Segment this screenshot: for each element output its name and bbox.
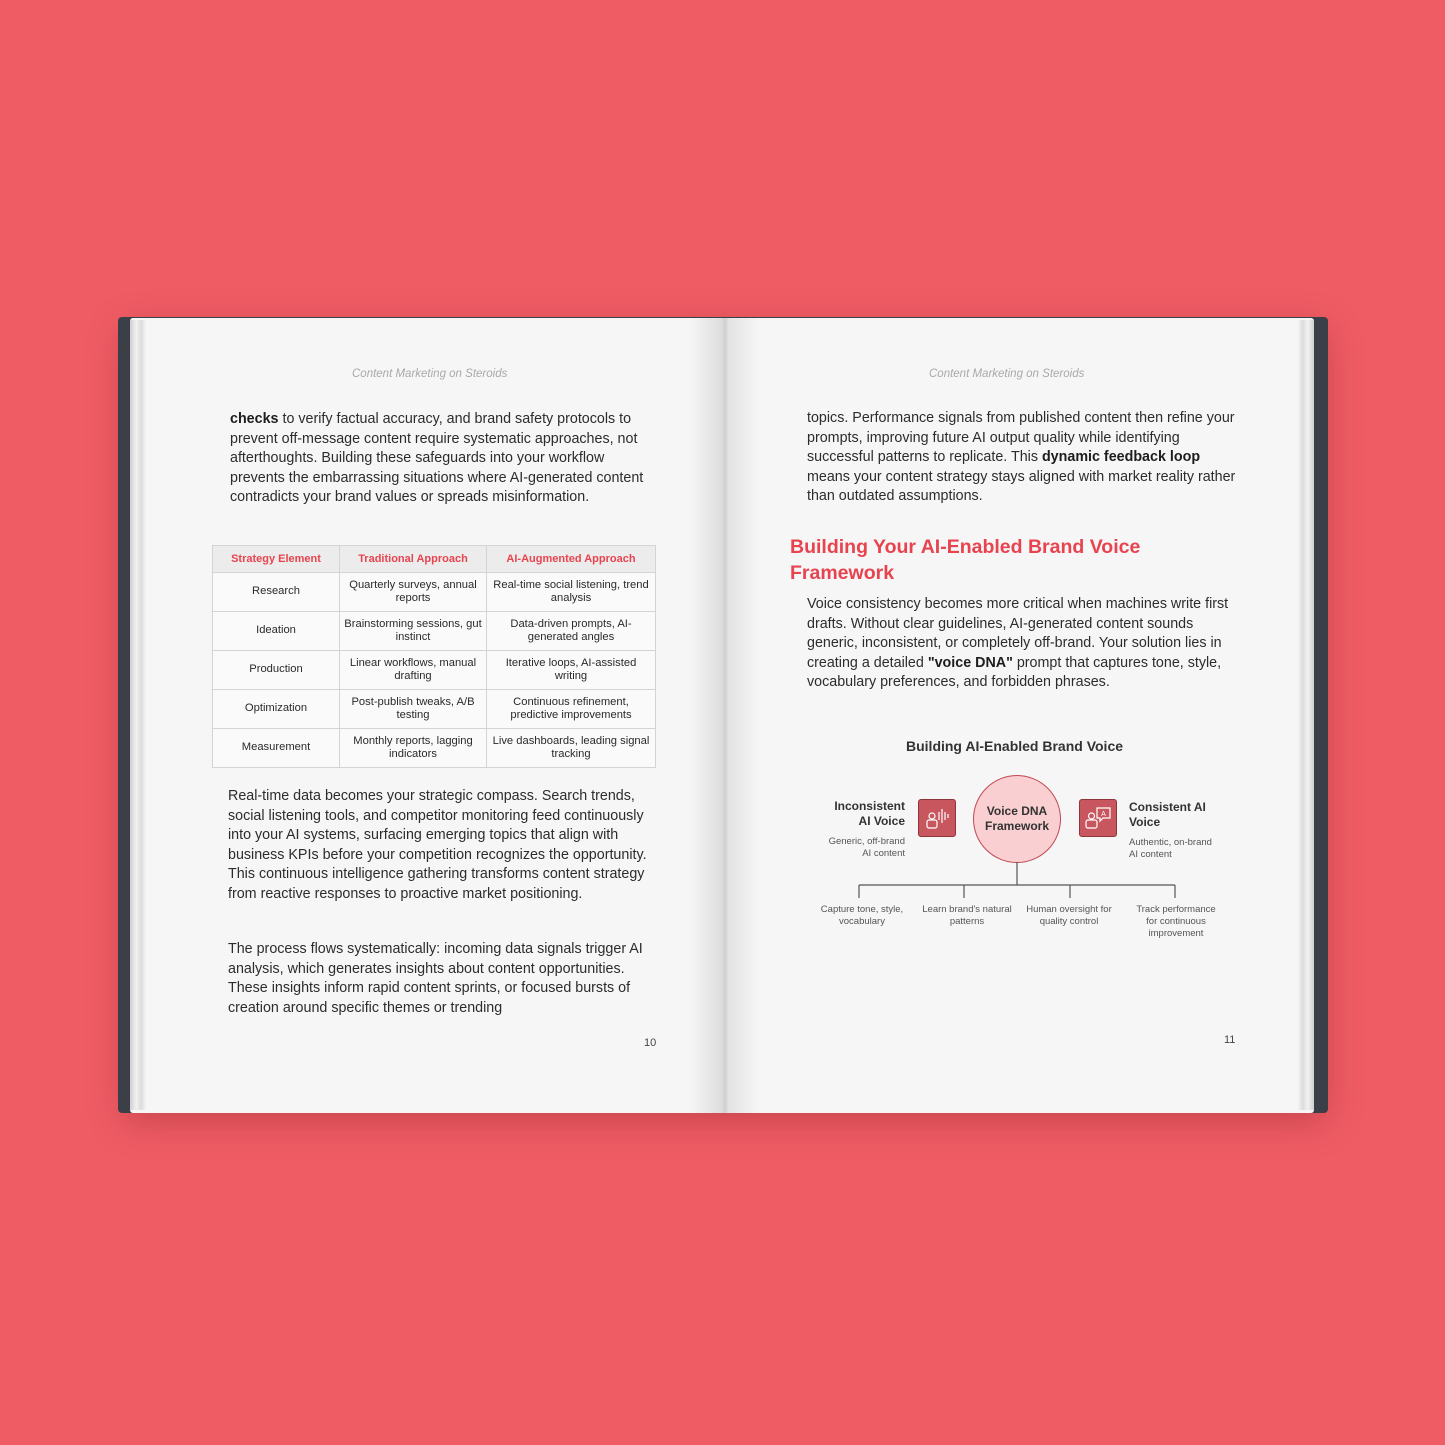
- center-node-label: Voice DNA Framework: [984, 804, 1050, 833]
- table-cell: Optimization: [213, 690, 340, 729]
- table-row: [213, 651, 656, 690]
- table-cell: Brainstorming sessions, gut instinct: [340, 612, 487, 651]
- branch-label: Learn brand's natural patterns: [922, 904, 1012, 927]
- table-row: [213, 690, 656, 729]
- page-number-right: 11: [1224, 1034, 1236, 1046]
- strategy-table: [212, 545, 656, 768]
- table-row: [213, 729, 656, 768]
- bold-phrase: "voice DNA": [927, 654, 1013, 671]
- table-cell: Monthly reports, lagging indicators: [340, 729, 487, 768]
- bold-phrase: dynamic feedback loop: [1041, 449, 1201, 466]
- running-head-right: Content Marketing on Steroids: [929, 368, 1085, 380]
- left-page: [130, 318, 724, 1113]
- left-paragraph-3: The process flows systematically: incoming data signals trigger AI analysis, which generates insights about content opportunities. These insights inform rapid content sprints, or focused bursts of creation around specific themes or trending: [228, 941, 643, 1016]
- left-node-subtitle: Generic, off-brand AI content: [828, 836, 905, 859]
- table-cell: Live dashboards, leading signal tracking: [487, 729, 656, 768]
- branch-label: Capture tone, style, vocabulary: [820, 904, 904, 927]
- right-paragraph-2: Voice consistency becomes more critical when machines write first drafts. Without clear guidelines, AI-generated content sounds generic, inconsistent, or completely off-brand. Your solution lies in creating a detailed "voice DNA" prompt that captures tone, style, vocabulary preferences, and forbidden phrases.: [807, 596, 1229, 691]
- table-cell: Continuous refinement, predictive improvements: [487, 690, 656, 729]
- right-node-title: Consistent AI Voice: [1129, 800, 1206, 829]
- page-edge-right: [1298, 320, 1314, 1110]
- table-cell: Iterative loops, AI-assisted writing: [487, 651, 656, 690]
- branch-label: Track performance for continuous improvement: [1136, 904, 1216, 939]
- bold-lead: checks: [230, 411, 279, 427]
- table-row: [213, 612, 656, 651]
- column-header: AI-Augmented Approach: [487, 546, 656, 573]
- column-header: Traditional Approach: [340, 546, 487, 573]
- diagram-title: Building AI-Enabled Brand Voice: [906, 738, 1124, 754]
- section-title: Building Your AI-Enabled Brand Voice Framework: [790, 536, 1141, 584]
- table-header-row: [213, 546, 656, 573]
- table-row: [213, 573, 656, 612]
- table-cell: Data-driven prompts, AI-generated angles: [487, 612, 656, 651]
- table-cell: Quarterly surveys, annual reports: [340, 573, 487, 612]
- column-header: Strategy Element: [213, 546, 340, 573]
- page-number-left: 10: [644, 1037, 657, 1049]
- table-cell: Production: [213, 651, 340, 690]
- left-paragraph-2: Real-time data becomes your strategic compass. Search trends, social listening tools, and competitor monitoring feed continuously into your AI systems, surfacing emerging topics that align with business KPIs before your competition recognizes the opportunity. This continuous intelligence gathering transforms content strategy from reactive responses to proactive market positioning.: [228, 788, 647, 902]
- table-cell: Measurement: [213, 729, 340, 768]
- right-paragraph-1: topics. Performance signals from published content then refine your prompts, improving future AI output quality while identifying successful patterns to replicate. This dynamic feedback loop means your content strategy stays aligned with market reality rather than outdated assumptions.: [807, 410, 1236, 505]
- table-cell: Post-publish tweaks, A/B testing: [340, 690, 487, 729]
- table-cell: Linear workflows, manual drafting: [340, 651, 487, 690]
- diagram-connector-lines: [724, 318, 1314, 1113]
- running-head-left: Content Marketing on Steroids: [352, 368, 508, 380]
- svg-text:A: A: [1101, 811, 1106, 818]
- table-cell: Real-time social listening, trend analysis: [487, 573, 656, 612]
- table-cell: Ideation: [213, 612, 340, 651]
- branch-label: Human oversight for quality control: [1026, 904, 1112, 927]
- left-paragraph-1: checks to verify factual accuracy, and brand safety protocols to prevent off-message content require systematic approaches, not afterthoughts. Building these safeguards into your workflow prevents the embarrassing situations where AI-generated content contradicts your brand values or spreads misinformation.: [230, 411, 644, 506]
- table-cell: Research: [213, 573, 340, 612]
- page-edge-left: [130, 320, 146, 1110]
- right-page: [724, 318, 1314, 1113]
- left-node-title: Inconsistent AI Voice: [834, 799, 905, 828]
- right-node-subtitle: Authentic, on-brand AI content: [1129, 837, 1212, 860]
